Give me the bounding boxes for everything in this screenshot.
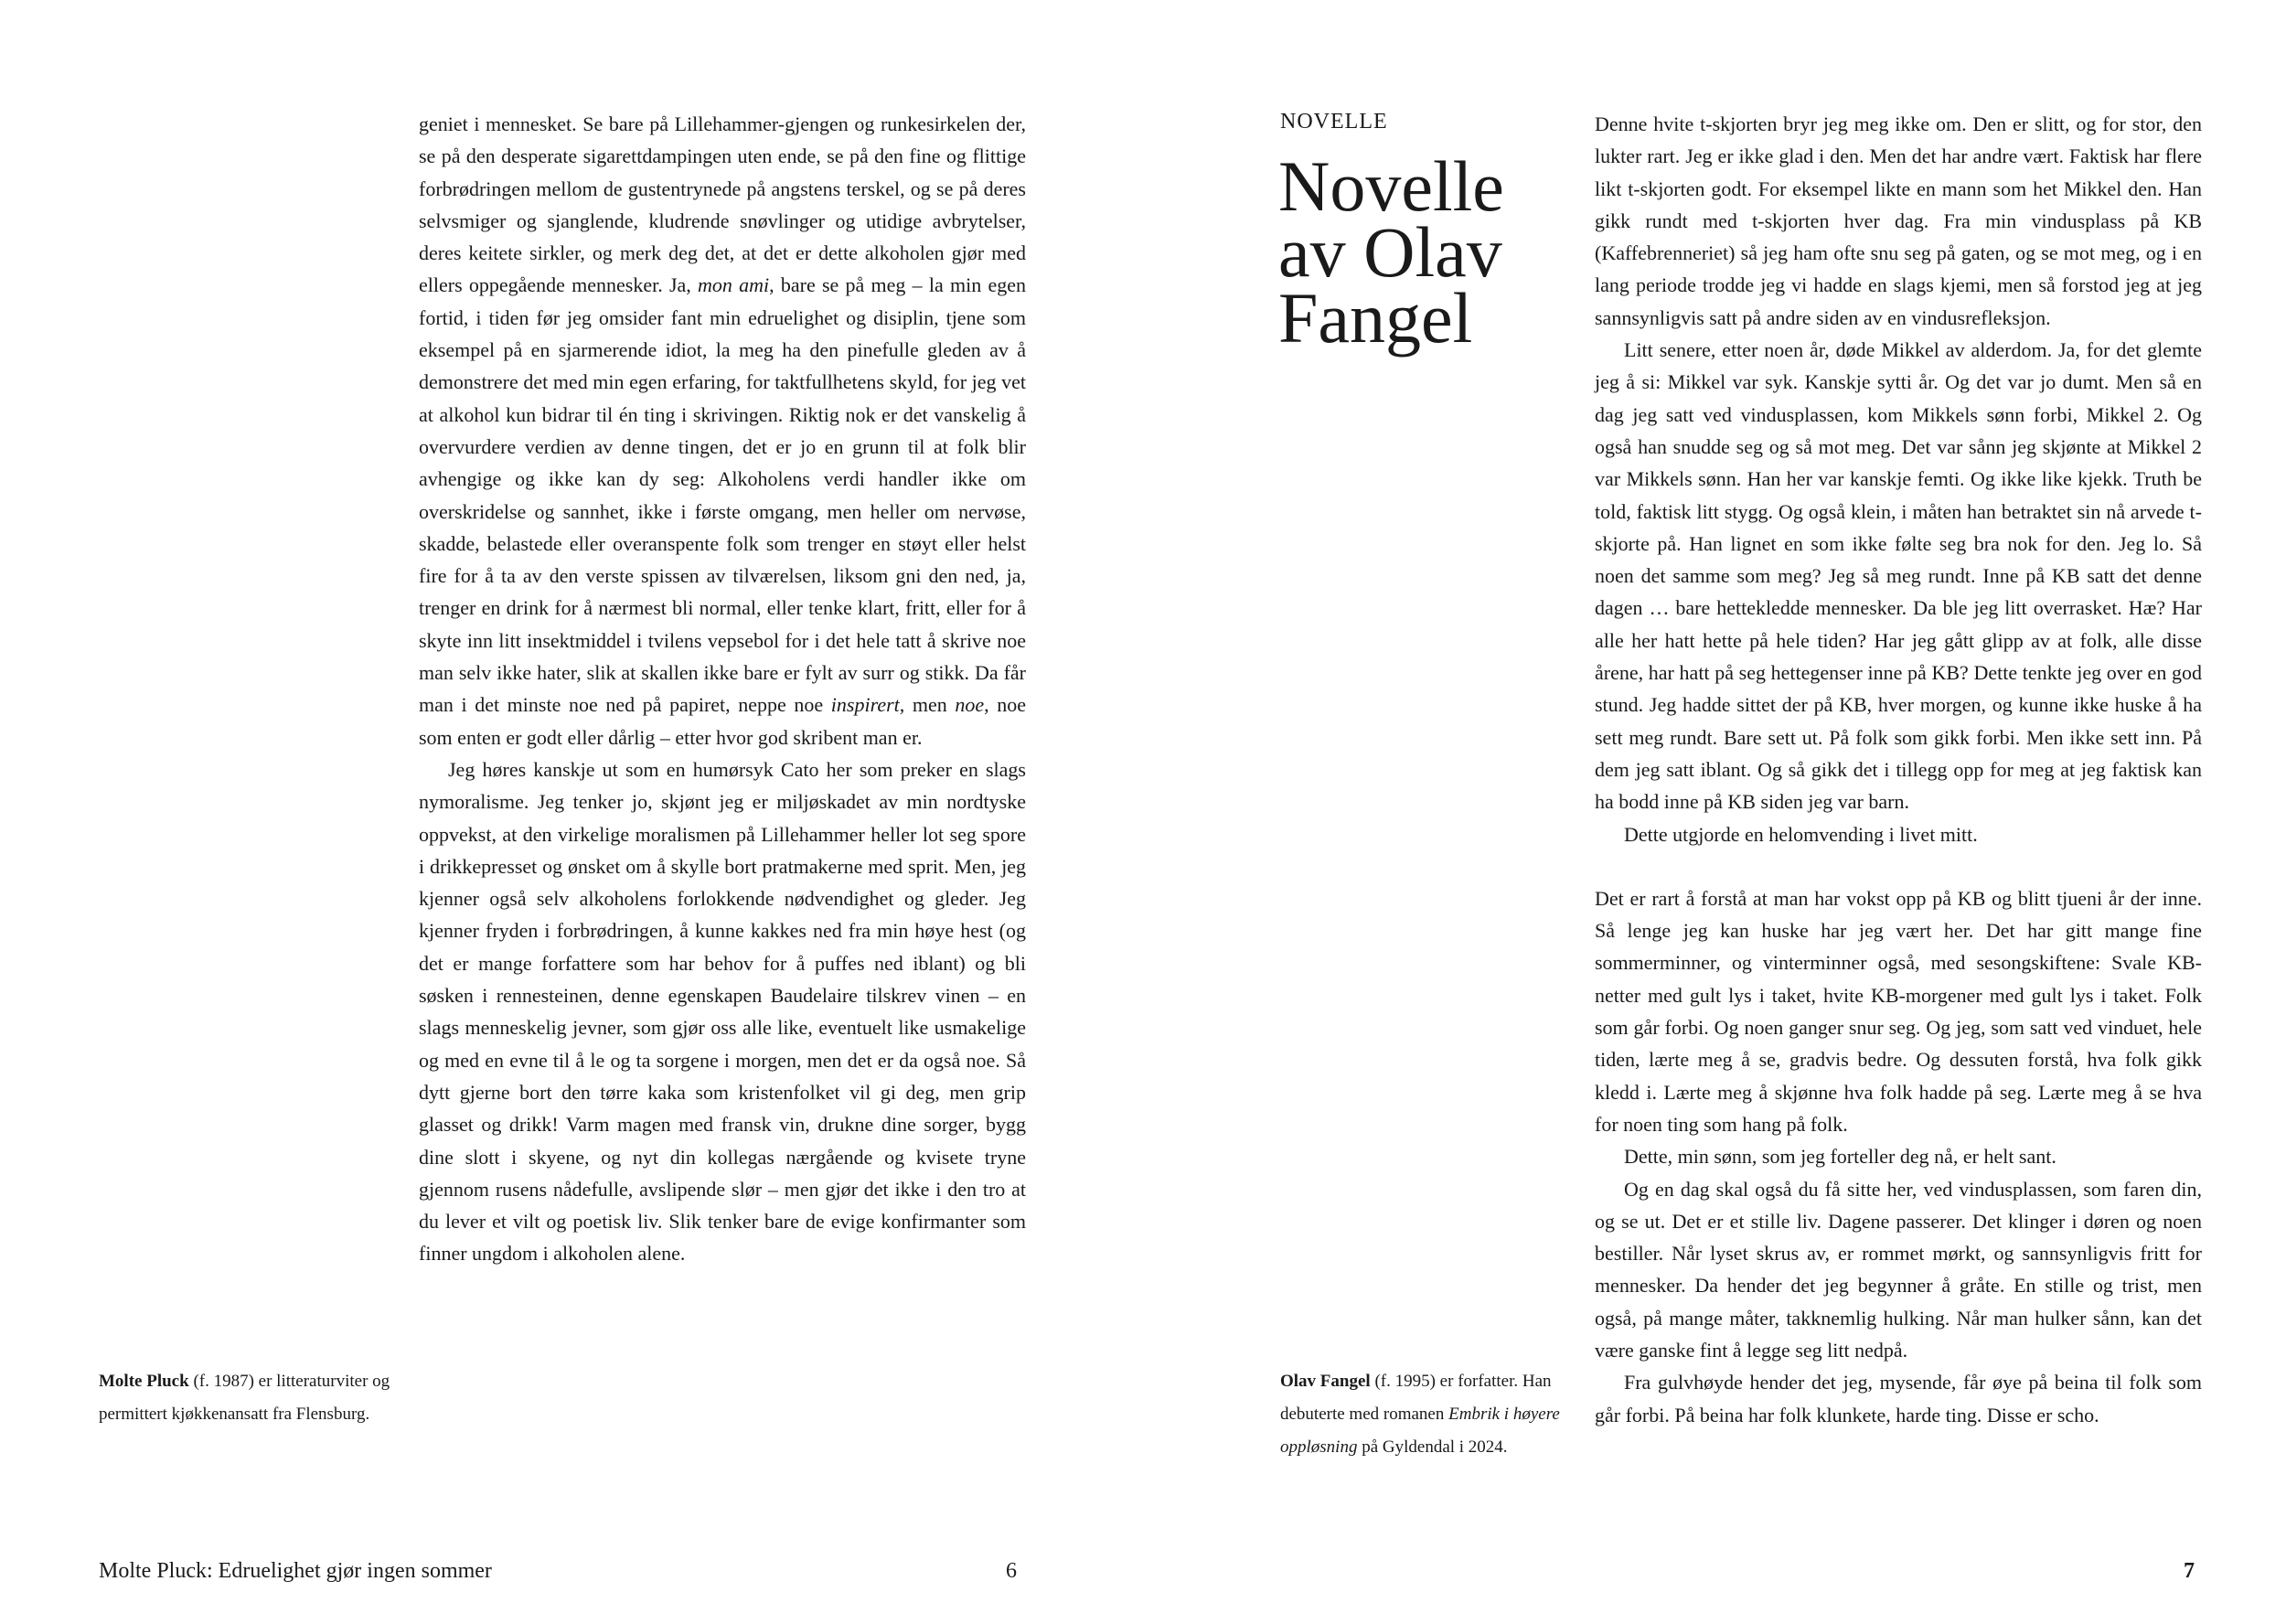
text-run: geniet i mennesket. Se bare på Lillehammer-gjengen og runkesirkelen der, se på den desperate sigarettdampingen uten ende, se på den fine og flittige forbrødringen mellom de gustentrynede på angstens terskel, og se på deres selvsmiger og sjanglende, kludrende snøvlinger og utidige avbrytelser, deres keitete sirkler, og merk deg det, at det er dette alkoholen gjør med ellers oppegående mennesker. Ja, bbox=[419, 112, 1026, 297]
text-run: , bare se på meg – la min egen fortid, i tiden før jeg omsider fant min edruelighet og disiplin, tjene som eksempel på en sjarmerende idiot, la meg ha den pinefulle gleden av å demonstrere det med min egen erfaring, for taktfullhetens skyld, for jeg vet at alkohol kun bidrar til én ting i skrivingen. Riktig nok er det vanskelig å overvurdere verdien av denne tingen, det er jo en grunn til at folk blir avhengige og ikke kan dy seg: Alkoholens verdi handler ikke om overskridelse og sannhet, ikke i første omgang, men heller om nervøse, skadde, belastede eller overanspente folk som trenger en støyt eller helst fire for å ta av den verste spissen av tilværelsen, liksom gni den ned, ja, trenger en drink for å nærmest bli normal, eller tenke klart, fritt, eller for å skyte inn litt insektmiddel i tvilens vepsebol for i det hele tatt å skrive noe man selv ikke hater, slik at skallen ikke bare er fylt av surr og stikk. Da får man i det minste noe ned på papiret, neppe noe bbox=[419, 273, 1026, 717]
right-paragraph bbox=[1595, 1366, 2202, 1431]
right-author-book-title: Embrik i høyere oppløsning bbox=[1280, 1405, 1560, 1457]
text-run: Dette utgjorde en helomvending i livet mitt. bbox=[1624, 822, 1978, 846]
right-paragraph bbox=[1595, 882, 2202, 1140]
text-run: , noe som enten er godt eller dårlig – etter hvor god skribent man er. bbox=[419, 693, 1026, 749]
section-kicker: NOVELLE bbox=[1280, 110, 1388, 134]
right-paragraph bbox=[1595, 1173, 2202, 1367]
left-page-body bbox=[419, 108, 1026, 1270]
right-author-bio-text-end: på Gyldendal i 2024. bbox=[1357, 1437, 1508, 1457]
italic-text: mon ami bbox=[698, 273, 770, 297]
right-author-bio-text: (f. 1995) er forfatter. Han debuterte med romanen bbox=[1280, 1372, 1552, 1424]
text-run: Og en dag skal også du få sitte her, ved vindusplassen, som faren din, og se ut. Det er et stille liv. Dagene passerer. Det klinger i døren og noen bestiller. Når lyset skrus av, er rommet mørkt, og sannsynligvis fritt for mennesker. Da hender det jeg begynner å gråte. En stille og trist, men også, på mange måter, takknemlig hulking. Når man hulker sånn, kan det være ganske fint å legge seg litt nedpå. bbox=[1595, 1177, 2202, 1362]
page-number-left: 6 bbox=[1006, 1559, 1017, 1583]
text-run: Fra gulvhøyde hender det jeg, mysende, får øye på beina til folk som går forbi. På beina har folk klunkete, harde ting. Disse er scho. bbox=[1595, 1371, 2202, 1426]
right-paragraph bbox=[1595, 334, 2202, 817]
right-author-name: Olav Fangel bbox=[1280, 1372, 1371, 1391]
running-footer: Molte Pluck: Edruelighet gjør ingen sommer bbox=[99, 1559, 492, 1583]
page-number-right: 7 bbox=[2184, 1559, 2195, 1583]
right-page-body bbox=[1595, 108, 2202, 1431]
text-run: , men bbox=[899, 693, 956, 717]
left-paragraph bbox=[419, 753, 1026, 1270]
left-author-bio-text: (f. 1987) er litteraturviter og permittert kjøkkenansatt fra Flensburg. bbox=[99, 1372, 390, 1424]
right-paragraph bbox=[1595, 1140, 2202, 1172]
text-run: Dette, min sønn, som jeg forteller deg nå, er helt sant. bbox=[1624, 1145, 2056, 1169]
right-author-bio bbox=[1280, 1365, 1564, 1464]
text-run: Det er rart å forstå at man har vokst opp på KB og blitt tjueni år der inne. Så lenge jeg kan huske har jeg vært her. Det har gitt mange fine sommerminner, og vinterminner også, med sesongskiftene: Svale KB-netter med gult lys i taket, hvite KB-morgener med gult lys i taket. Folk som går forbi. Og noen ganger snur seg. Og jeg, som satt ved vinduet, hele tiden, lærte meg å se, gradvis bedre. Og dessuten forstå, hva folk gikk kledd i. Lærte meg å skjønne hva folk hadde på seg. Lærte meg å se hva for noen ting som hang på folk. bbox=[1595, 886, 2202, 1136]
left-paragraph bbox=[419, 108, 1026, 753]
text-run: Litt senere, etter noen år, døde Mikkel av alderdom. Ja, for det glemte jeg å si: Mikkel var syk. Kanskje sytti år. Og det var jo dumt. Men så en dag jeg satt ved vindusplassen, kom Mikkels sønn forbi, Mikkel 2. Og også han snudde seg og så mot meg. Det var sånn jeg skjønte at Mikkel 2 var Mikkels sønn. Han her var kanskje femti. Og ikke like kjekk. Truth be told, faktisk litt stygg. Og også klein, i måten han betraktet sin nå arvede t-skjorte på. Han lignet en som ikke følte seg bra nok for den. Jeg lo. Så noen det samme som meg? Jeg så meg rundt. Inne på KB satt det denne dagen … bare hettekledde mennesker. Da ble jeg litt overrasket. Hæ? Har alle her hatt hette på hele tiden? Har jeg gått glipp av at folk, alle disse årene, har hatt på seg hettegenser inne på KB? Dette tenkte jeg over en god stund. Jeg hadde sittet der på KB, hver morgen, og kunne ikke huske å ha sett meg rundt. Bare sett ut. På folk som gikk forbi. Men ikke sett inn. På dem jeg satt iblant. Og så gikk det i tillegg opp for meg at jeg faktisk kan ha bodd inne på KB siden jeg var barn. bbox=[1595, 338, 2202, 814]
left-author-name: Molte Pluck bbox=[99, 1372, 189, 1391]
text-run: Jeg høres kanskje ut som en humørsyk Cato her som preker en slags nymoralisme. Jeg tenker jo, skjønt jeg er miljøskadet av min nordtyske oppvekst, at den virkelige moralismen på Lillehammer heller lot seg spore i drikkepresset og ønsket om å skylle bort pratmakerne med sprit. Men, jeg kjenner også selv alkoholens forlokkende nødvendighet og gleder. Jeg kjenner fryden i forbrødringen, å kunne kakkes ned fra min høye hest (og det er mange forfattere som har behov for å puffes ned iblant) og bli søsken i rennesteinen, denne egenskapen Baudelaire tilskrev vinen – en slags menneskelig jevner, som gjør oss alle like, eventuelt like usmakelige og med en evne til å le og ta sorgene i morgen, men det er da også noe. Så dytt gjerne bort den tørre kaka som kristenfolket vil gi deg, men grip glasset og drikk! Varm magen med fransk vin, drukne dine sorger, bygg dine slott i skyene, og nyt din kollegas nærgående og kvisete tryne gjennom rusens nådefulle, avslipende slør – men gjør det ikke i den tro at du lever et vilt og poetisk liv. Slik tenker bare de evige konfirmanter som finner ungdom i alkoholen alene. bbox=[419, 757, 1026, 1266]
italic-text: inspirert bbox=[830, 693, 900, 717]
italic-text: noe bbox=[955, 693, 985, 717]
right-paragraph bbox=[1595, 818, 2202, 850]
article-title: Novelle av Olav Fangel bbox=[1278, 146, 1504, 358]
right-paragraph bbox=[1595, 108, 2202, 334]
left-author-bio bbox=[99, 1365, 401, 1431]
text-run: Denne hvite t-skjorten bryr jeg meg ikke om. Den er slitt, og for stor, den lukter rart. Jeg er ikke glad i den. Men det har andre vært. Faktisk har flere likt t-skjorten godt. For eksempel likte en mann som het Mikkel den. Han gikk rundt med t-skjorten hver dag. Fra min vindusplass på KB (Kaffebrenneriet) så jeg ham ofte snu seg på gaten, og se mot meg, og i en lang periode trodde jeg vi hadde en slags kjemi, men så forstod jeg at jeg sannsynligvis satt på andre siden av en vindusrefleksjon. bbox=[1595, 112, 2202, 329]
